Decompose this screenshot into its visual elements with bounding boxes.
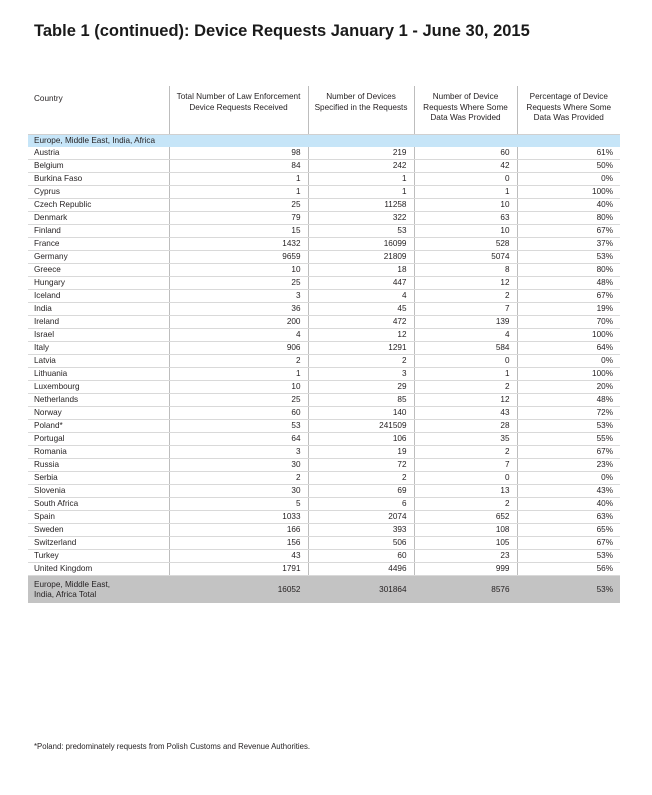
- country-cell: Lithuania: [28, 368, 169, 381]
- total-provided-value: 8576: [414, 576, 517, 604]
- table-row: [28, 420, 620, 433]
- percentage-cell: 72%: [517, 407, 620, 420]
- header-total-requests: Total Number of Law Enforcement Device Requests Received: [169, 86, 308, 135]
- country-cell: Switzerland: [28, 537, 169, 550]
- provided-cell: 4: [414, 329, 517, 342]
- requests-cell: 4: [169, 329, 308, 342]
- percentage-cell: 53%: [517, 251, 620, 264]
- percentage-cell: 56%: [517, 563, 620, 576]
- devices-cell: 19: [308, 446, 414, 459]
- requests-cell: 25: [169, 277, 308, 290]
- percentage-cell: 67%: [517, 290, 620, 303]
- devices-cell: 45: [308, 303, 414, 316]
- requests-cell: 156: [169, 537, 308, 550]
- region-row: [28, 135, 620, 148]
- devices-cell: 219: [308, 147, 414, 160]
- country-cell: Belgium: [28, 160, 169, 173]
- country-cell: Ireland: [28, 316, 169, 329]
- devices-cell: 3: [308, 368, 414, 381]
- header-devices-specified: Number of Devices Specified in the Requests: [308, 86, 414, 135]
- percentage-cell: 20%: [517, 381, 620, 394]
- country-cell: Finland: [28, 225, 169, 238]
- total-percentage-value: 53%: [517, 576, 620, 604]
- country-cell: Serbia: [28, 472, 169, 485]
- provided-cell: 35: [414, 433, 517, 446]
- percentage-cell: 48%: [517, 394, 620, 407]
- provided-cell: 7: [414, 303, 517, 316]
- provided-cell: 1: [414, 368, 517, 381]
- percentage-cell: 19%: [517, 303, 620, 316]
- requests-cell: 166: [169, 524, 308, 537]
- country-cell: Italy: [28, 342, 169, 355]
- table-row: [28, 225, 620, 238]
- percentage-cell: 80%: [517, 212, 620, 225]
- devices-cell: 21809: [308, 251, 414, 264]
- provided-cell: 10: [414, 225, 517, 238]
- requests-cell: 1791: [169, 563, 308, 576]
- requests-cell: 53: [169, 420, 308, 433]
- provided-cell: 2: [414, 290, 517, 303]
- percentage-cell: 61%: [517, 147, 620, 160]
- requests-cell: 3: [169, 446, 308, 459]
- provided-cell: 2: [414, 498, 517, 511]
- devices-cell: 12: [308, 329, 414, 342]
- requests-cell: 1: [169, 173, 308, 186]
- footnote: *Poland: predominately requests from Polish Customs and Revenue Authorities.: [34, 742, 311, 751]
- percentage-cell: 65%: [517, 524, 620, 537]
- region-cell: [414, 135, 517, 148]
- table-row: [28, 550, 620, 563]
- region-cell: [308, 135, 414, 148]
- devices-cell: 472: [308, 316, 414, 329]
- table-row: [28, 537, 620, 550]
- requests-cell: 30: [169, 459, 308, 472]
- provided-cell: 60: [414, 147, 517, 160]
- provided-cell: 2: [414, 381, 517, 394]
- percentage-cell: 0%: [517, 173, 620, 186]
- country-cell: Slovenia: [28, 485, 169, 498]
- table-row: [28, 147, 620, 160]
- country-cell: Romania: [28, 446, 169, 459]
- requests-cell: 84: [169, 160, 308, 173]
- percentage-cell: 67%: [517, 537, 620, 550]
- requests-cell: 30: [169, 485, 308, 498]
- devices-cell: 60: [308, 550, 414, 563]
- header-country: Country: [28, 86, 169, 135]
- country-cell: Austria: [28, 147, 169, 160]
- provided-cell: 63: [414, 212, 517, 225]
- table-row: [28, 160, 620, 173]
- devices-cell: 393: [308, 524, 414, 537]
- requests-cell: 15: [169, 225, 308, 238]
- devices-cell: 447: [308, 277, 414, 290]
- devices-cell: 69: [308, 485, 414, 498]
- percentage-cell: 50%: [517, 160, 620, 173]
- devices-cell: 106: [308, 433, 414, 446]
- provided-cell: 43: [414, 407, 517, 420]
- devices-cell: 1291: [308, 342, 414, 355]
- devices-cell: 11258: [308, 199, 414, 212]
- percentage-cell: 67%: [517, 446, 620, 459]
- requests-cell: 3: [169, 290, 308, 303]
- requests-cell: 10: [169, 264, 308, 277]
- provided-cell: 12: [414, 394, 517, 407]
- requests-cell: 5: [169, 498, 308, 511]
- requests-cell: 9659: [169, 251, 308, 264]
- table-row: [28, 186, 620, 199]
- percentage-cell: 67%: [517, 225, 620, 238]
- percentage-cell: 55%: [517, 433, 620, 446]
- provided-cell: 584: [414, 342, 517, 355]
- country-cell: Burkina Faso: [28, 173, 169, 186]
- country-cell: Netherlands: [28, 394, 169, 407]
- table-row: [28, 251, 620, 264]
- provided-cell: 0: [414, 472, 517, 485]
- percentage-cell: 40%: [517, 498, 620, 511]
- country-cell: United Kingdom: [28, 563, 169, 576]
- devices-cell: 72: [308, 459, 414, 472]
- country-cell: Luxembourg: [28, 381, 169, 394]
- country-cell: Greece: [28, 264, 169, 277]
- country-cell: Cyprus: [28, 186, 169, 199]
- requests-cell: 43: [169, 550, 308, 563]
- country-cell: Portugal: [28, 433, 169, 446]
- table-row: [28, 511, 620, 524]
- provided-cell: 139: [414, 316, 517, 329]
- percentage-cell: 0%: [517, 355, 620, 368]
- devices-cell: 2: [308, 472, 414, 485]
- requests-cell: 2: [169, 472, 308, 485]
- requests-cell: 10: [169, 381, 308, 394]
- country-cell: France: [28, 238, 169, 251]
- table-row: [28, 485, 620, 498]
- requests-cell: 1432: [169, 238, 308, 251]
- provided-cell: 10: [414, 199, 517, 212]
- percentage-cell: 63%: [517, 511, 620, 524]
- requests-cell: 25: [169, 199, 308, 212]
- percentage-cell: 0%: [517, 472, 620, 485]
- table-row: [28, 303, 620, 316]
- table-row: [28, 446, 620, 459]
- requests-cell: 25: [169, 394, 308, 407]
- table-row: [28, 394, 620, 407]
- country-cell: Czech Republic: [28, 199, 169, 212]
- country-cell: Germany: [28, 251, 169, 264]
- provided-cell: 7: [414, 459, 517, 472]
- total-requests-value: 16052: [169, 576, 308, 604]
- devices-cell: 241509: [308, 420, 414, 433]
- total-label-line2: India, Africa Total: [34, 589, 97, 599]
- region-cell: [517, 135, 620, 148]
- devices-cell: 85: [308, 394, 414, 407]
- country-cell: Norway: [28, 407, 169, 420]
- table-row: [28, 316, 620, 329]
- table-row: [28, 355, 620, 368]
- total-label: [28, 576, 169, 604]
- requests-cell: 98: [169, 147, 308, 160]
- devices-cell: 1: [308, 186, 414, 199]
- provided-cell: 28: [414, 420, 517, 433]
- devices-cell: 29: [308, 381, 414, 394]
- requests-cell: 60: [169, 407, 308, 420]
- table-row: [28, 264, 620, 277]
- table-row: [28, 199, 620, 212]
- percentage-cell: 40%: [517, 199, 620, 212]
- provided-cell: 12: [414, 277, 517, 290]
- devices-cell: 140: [308, 407, 414, 420]
- percentage-cell: 43%: [517, 485, 620, 498]
- country-cell: Poland*: [28, 420, 169, 433]
- table-header-row: [28, 86, 620, 135]
- provided-cell: 42: [414, 160, 517, 173]
- percentage-cell: 37%: [517, 238, 620, 251]
- provided-cell: 999: [414, 563, 517, 576]
- requests-cell: 1033: [169, 511, 308, 524]
- table-row: [28, 290, 620, 303]
- devices-cell: 242: [308, 160, 414, 173]
- device-requests-table: [28, 86, 620, 603]
- country-cell: Russia: [28, 459, 169, 472]
- table-row: [28, 329, 620, 342]
- provided-cell: 105: [414, 537, 517, 550]
- devices-cell: 4: [308, 290, 414, 303]
- requests-cell: 36: [169, 303, 308, 316]
- devices-cell: 18: [308, 264, 414, 277]
- provided-cell: 528: [414, 238, 517, 251]
- table-row: [28, 498, 620, 511]
- provided-cell: 23: [414, 550, 517, 563]
- devices-cell: 4496: [308, 563, 414, 576]
- requests-cell: 1: [169, 186, 308, 199]
- percentage-cell: 70%: [517, 316, 620, 329]
- country-cell: Sweden: [28, 524, 169, 537]
- provided-cell: 5074: [414, 251, 517, 264]
- requests-cell: 2: [169, 355, 308, 368]
- country-cell: Iceland: [28, 290, 169, 303]
- requests-cell: 79: [169, 212, 308, 225]
- total-devices-value: 301864: [308, 576, 414, 604]
- percentage-cell: 100%: [517, 329, 620, 342]
- table-row: [28, 277, 620, 290]
- provided-cell: 1: [414, 186, 517, 199]
- table-row: [28, 407, 620, 420]
- devices-cell: 6: [308, 498, 414, 511]
- provided-cell: 0: [414, 355, 517, 368]
- devices-cell: 1: [308, 173, 414, 186]
- requests-cell: 64: [169, 433, 308, 446]
- country-cell: India: [28, 303, 169, 316]
- percentage-cell: 48%: [517, 277, 620, 290]
- table-row: [28, 563, 620, 576]
- table-row: [28, 381, 620, 394]
- requests-cell: 906: [169, 342, 308, 355]
- devices-cell: 16099: [308, 238, 414, 251]
- page-title: Table 1 (continued): Device Requests January 1 - June 30, 2015: [34, 22, 530, 40]
- region-label: Europe, Middle East, India, Africa: [28, 135, 308, 148]
- country-cell: South Africa: [28, 498, 169, 511]
- country-cell: Denmark: [28, 212, 169, 225]
- table-row: [28, 524, 620, 537]
- country-cell: Hungary: [28, 277, 169, 290]
- percentage-cell: 53%: [517, 550, 620, 563]
- country-cell: Spain: [28, 511, 169, 524]
- table-row: [28, 472, 620, 485]
- table-row: [28, 459, 620, 472]
- provided-cell: 108: [414, 524, 517, 537]
- percentage-cell: 53%: [517, 420, 620, 433]
- devices-cell: 53: [308, 225, 414, 238]
- devices-cell: 506: [308, 537, 414, 550]
- provided-cell: 8: [414, 264, 517, 277]
- country-cell: Latvia: [28, 355, 169, 368]
- table-row: [28, 368, 620, 381]
- table-row: [28, 433, 620, 446]
- provided-cell: 0: [414, 173, 517, 186]
- provided-cell: 13: [414, 485, 517, 498]
- header-requests-data-provided: Number of Device Requests Where Some Data Was Provided: [414, 86, 517, 135]
- country-cell: Israel: [28, 329, 169, 342]
- total-label-line1: Europe, Middle East,: [34, 579, 111, 589]
- devices-cell: 2074: [308, 511, 414, 524]
- percentage-cell: 80%: [517, 264, 620, 277]
- percentage-cell: 100%: [517, 186, 620, 199]
- devices-cell: 2: [308, 355, 414, 368]
- percentage-cell: 23%: [517, 459, 620, 472]
- requests-cell: 200: [169, 316, 308, 329]
- table-row: [28, 342, 620, 355]
- table-row: [28, 238, 620, 251]
- percentage-cell: 100%: [517, 368, 620, 381]
- devices-cell: 322: [308, 212, 414, 225]
- table-row: [28, 173, 620, 186]
- provided-cell: 652: [414, 511, 517, 524]
- total-row: [28, 576, 620, 604]
- provided-cell: 2: [414, 446, 517, 459]
- percentage-cell: 64%: [517, 342, 620, 355]
- country-cell: Turkey: [28, 550, 169, 563]
- table-row: [28, 212, 620, 225]
- requests-cell: 1: [169, 368, 308, 381]
- header-percentage-data-provided: Percentage of Device Requests Where Some Data Was Provided: [517, 86, 620, 135]
